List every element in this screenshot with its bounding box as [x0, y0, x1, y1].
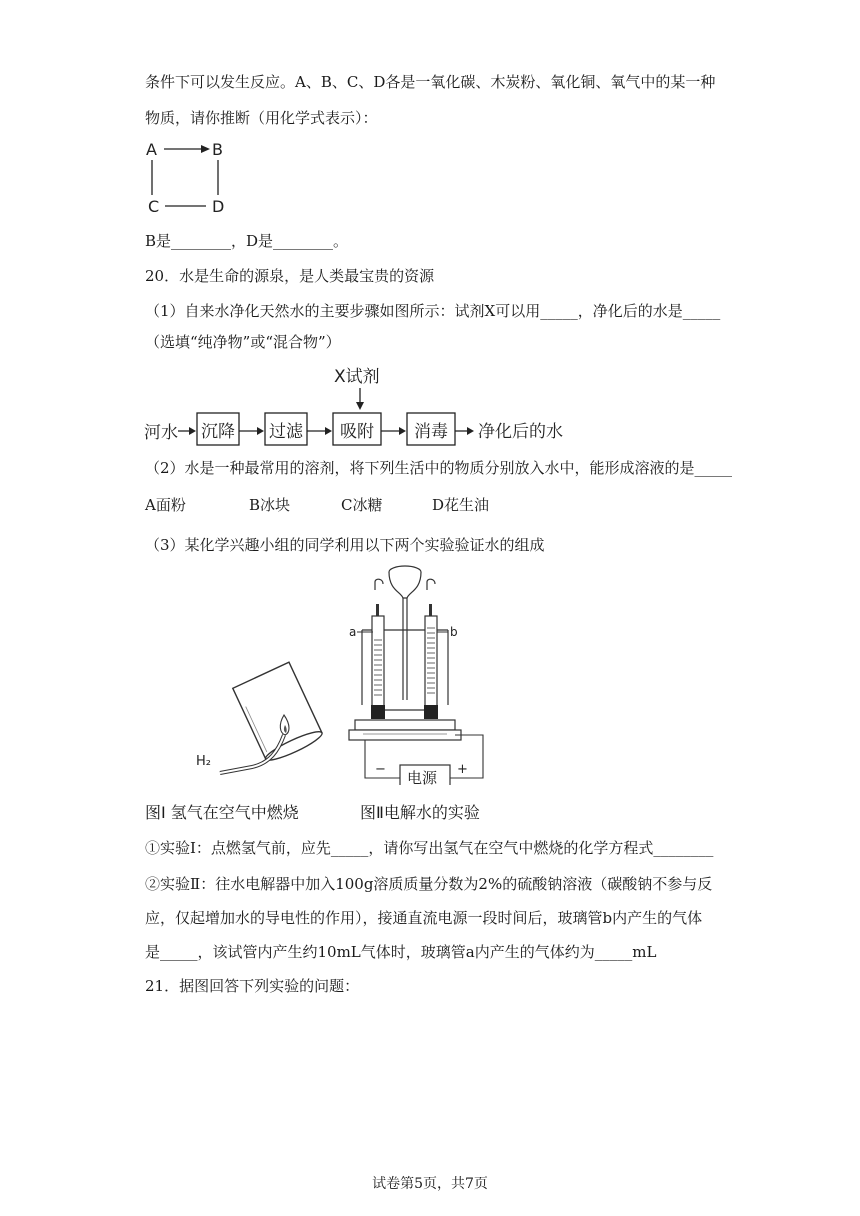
q20-title: 20．水是生命的源泉，是人类最宝贵的资源	[145, 267, 435, 285]
diagram-label-a: A	[146, 140, 157, 159]
tube-label-a: a	[349, 625, 357, 639]
option-c: C冰糖	[341, 496, 383, 514]
figure-water-electrolysis	[345, 560, 495, 785]
power-minus-label: −	[375, 762, 386, 777]
power-supply-label: 电源	[407, 769, 438, 785]
page-footer: 试卷第5页，共7页	[372, 1176, 488, 1192]
figure2-caption: 图Ⅱ电解水的实验	[360, 803, 480, 822]
figure1-caption: 图Ⅰ 氢气在空气中燃烧	[145, 803, 299, 822]
q20-exp2-line2: 应，仅起增加水的导电性的作用），接通直流电源一段时间后，玻璃管b内产生的气体	[145, 909, 703, 927]
q19-text-line1: 条件下可以发生反应。A、B、C、D各是一氧化碳、木炭粉、氧化铜、氧气中的某一种	[145, 73, 716, 91]
q20-exp2-line3: 是_____，该试管内产生约10mL气体时，玻璃管a内产生的气体约为_____mL	[145, 943, 657, 961]
diagram-label-b: B	[212, 140, 223, 159]
q19-text-line2: 物质，请你推断（用化学式表示）：	[145, 109, 378, 127]
q20-part2-line1: （2）水是一种最常用的溶剂，将下列生活中的物质分别放入水中，能形成溶液的是_____	[145, 459, 733, 477]
q20-part1-line2: （选填“纯净物”或“混合物”）	[145, 333, 341, 351]
q20-part1-line1: （1）自来水净化天然水的主要步骤如图所示：试剂X可以用_____，净化后的水是_____	[145, 302, 721, 320]
flow-step-1: 沉降	[201, 422, 235, 442]
flow-result-label: 净化后的水	[478, 422, 563, 442]
flow-source-label: 河水	[144, 423, 178, 443]
tube-label-b: b	[450, 625, 458, 639]
option-a: A面粉	[145, 496, 186, 514]
purification-flow-diagram	[140, 360, 580, 450]
flow-step-2: 过滤	[269, 422, 303, 442]
q19-reaction-diagram	[140, 135, 240, 220]
figure-hydrogen-combustion	[190, 655, 340, 785]
q20-exp2-line1: ②实验Ⅱ：往水电解器中加入100g溶质质量分数为2%的硫酸钠溶液（碳酸钠不参与反	[145, 875, 713, 893]
flow-reagent-label: X试剂	[334, 367, 380, 387]
q21-title: 21．据图回答下列实验的问题：	[145, 977, 360, 995]
flow-step-3: 吸附	[340, 422, 374, 442]
flow-step-4: 消毒	[414, 422, 448, 442]
diagram-label-d: D	[212, 197, 225, 216]
q20-exp1: ①实验Ⅰ：点燃氢气前，应先_____，请你写出氢气在空气中燃烧的化学方程式________	[145, 839, 714, 857]
hydrogen-label: H₂	[196, 754, 211, 769]
diagram-label-c: C	[148, 197, 160, 216]
option-b: B冰块	[249, 496, 291, 514]
q19-answer-line: B是________，D是________。	[145, 232, 349, 250]
option-d: D花生油	[432, 496, 490, 514]
q20-part3-line1: （3）某化学兴趣小组的同学利用以下两个实验验证水的组成	[145, 536, 545, 554]
power-plus-label: +	[457, 762, 468, 777]
